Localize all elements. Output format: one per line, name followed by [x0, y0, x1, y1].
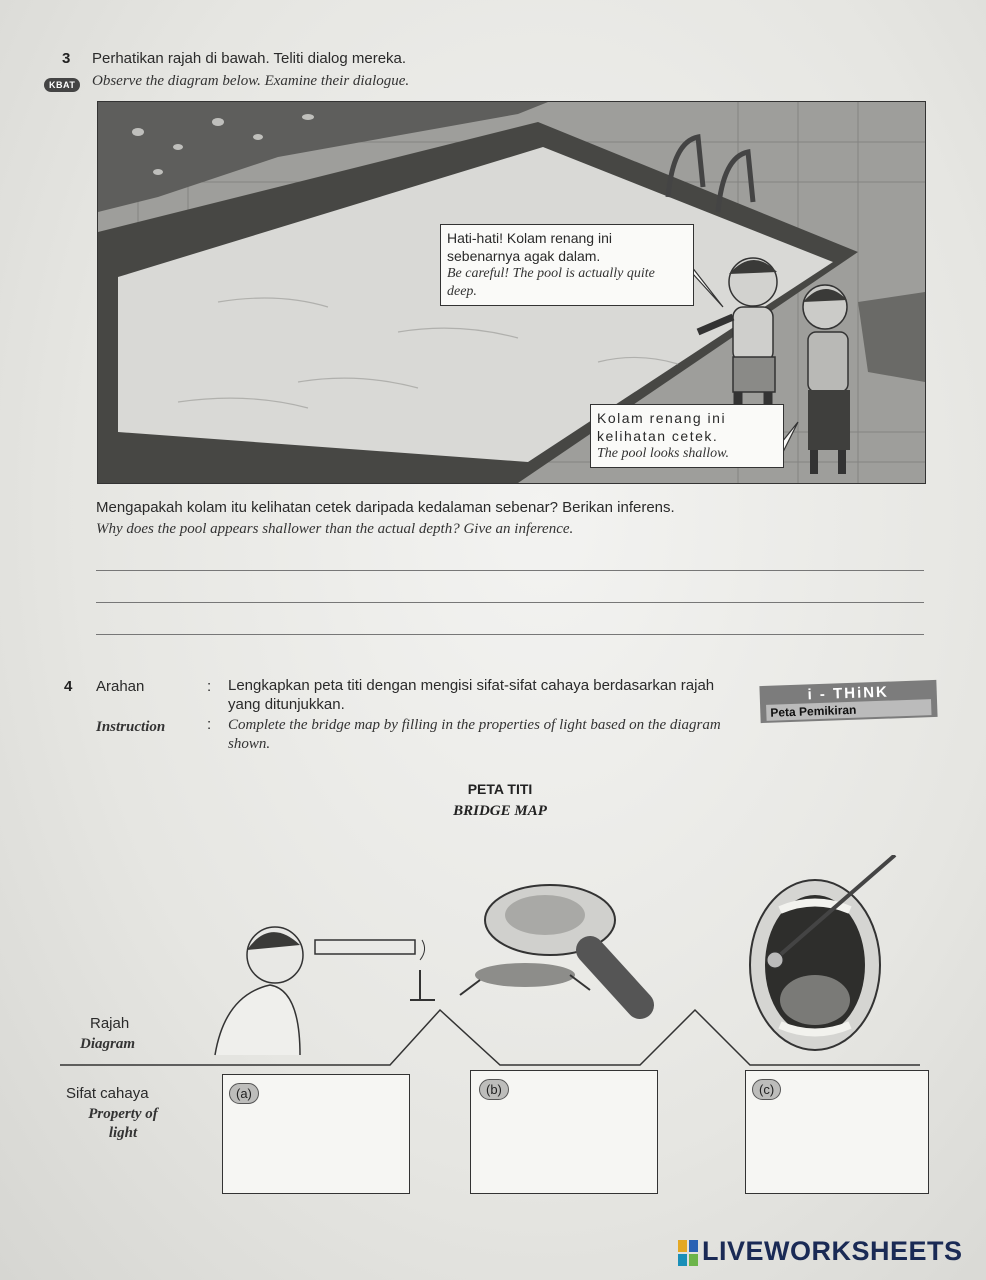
liveworksheets-icon	[678, 1240, 698, 1266]
mouth-with-dental-mirror	[750, 855, 895, 1050]
box-label-a: (a)	[229, 1083, 259, 1104]
liveworksheets-logo[interactable]	[678, 1236, 978, 1270]
row-label-diagram-en: Diagram	[80, 1036, 136, 1052]
q4-text-en: Complete the bridge map by filling in the properties of light based on the diagram shown.	[228, 717, 721, 752]
bubble-deep-en: Be careful! The pool is actually quite deep.	[447, 266, 655, 299]
q4-label-en: Instruction	[96, 719, 166, 735]
boy-in-tank-top	[803, 285, 850, 474]
property-box-c[interactable]	[745, 1070, 929, 1194]
pool-illustration	[97, 101, 926, 484]
q3-question-en: Why does the pool appears shallower than the actual depth? Give an inference.	[96, 521, 574, 537]
q3-question-ms: Mengapakah kolam itu kelihatan cetek daripada kedalaman sebenar? Berikan inferens.	[96, 499, 675, 516]
bubble-shallow-en: The pool looks shallow.	[597, 446, 729, 461]
q3-number: 3	[62, 50, 71, 67]
box-label-c: (c)	[752, 1079, 781, 1100]
q3-instruction-en: Observe the diagram below. Examine their dialogue.	[92, 73, 410, 89]
row-label-property-ms: Sifat cahaya	[66, 1085, 149, 1102]
row-label-property-en: Property of light	[88, 1106, 158, 1141]
speech-bubble-shallow	[590, 404, 784, 468]
answer-line[interactable]	[96, 570, 924, 571]
ithink-title: i - THiNK	[807, 683, 890, 704]
property-box-a[interactable]	[222, 1074, 410, 1194]
row-label-diagram-ms: Rajah	[90, 1015, 130, 1032]
box-label-b: (b)	[479, 1079, 509, 1100]
bubble-shallow-ms: Kolam renang ini kelihatan cetek.	[597, 410, 727, 444]
bridge-map-title-en: BRIDGE MAP	[453, 803, 547, 819]
property-box-b[interactable]	[470, 1070, 658, 1194]
q4-colon: :	[207, 716, 212, 733]
q4-label-ms: Arahan	[96, 678, 145, 695]
answer-line[interactable]	[96, 602, 924, 603]
magnifying-glass-insect	[460, 885, 640, 1005]
bubble-deep-ms: Hati-hati! Kolam renang ini sebenarnya agak dalam.	[447, 230, 612, 264]
logo-text: LIVEWORKSHEETS	[702, 1236, 963, 1266]
q4-text-ms: Lengkapkan peta titi dengan mengisi sifat-sifat cahaya berdasarkan rajah yang ditunjukkan.	[228, 677, 715, 713]
answer-line[interactable]	[96, 634, 924, 635]
q3-instruction-ms: Perhatikan rajah di bawah. Teliti dialog mereka.	[92, 50, 407, 67]
ithink-subtitle: Peta Pemikiran	[766, 699, 931, 721]
ithink-badge	[759, 680, 937, 723]
kbat-badge: KBAT	[44, 78, 80, 92]
q4-number: 4	[64, 678, 73, 695]
bridge-map-diagram	[0, 855, 986, 1075]
q4-colon: :	[207, 678, 212, 695]
boy-looking-through-tube	[215, 927, 435, 1055]
bridge-map-title-ms: PETA TITI	[467, 781, 533, 797]
speech-bubble-deep	[440, 224, 694, 306]
